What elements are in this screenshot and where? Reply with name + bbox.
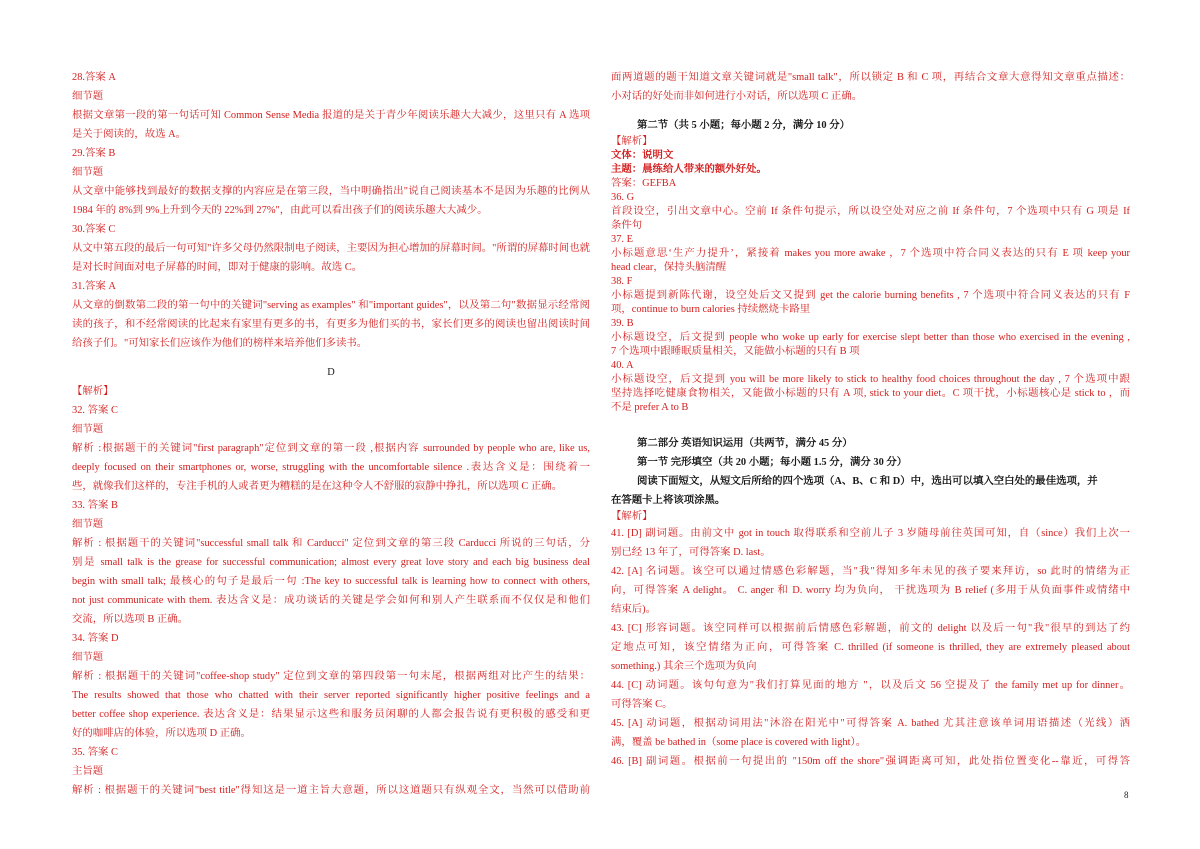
section-heading: 在答题卡上将该项涂黑。 bbox=[611, 495, 726, 506]
text-line: 不是 prefer A to B bbox=[611, 402, 689, 413]
text-line: 44. [C] 动词题。该句句意为"我们打算见面的地方 "，以及后文 56 空提及了 the family met up for dinner。 bbox=[611, 680, 1130, 691]
text-line: 是对长时间面对电子屏幕的时间，即对于健康的影响。故选 C。 bbox=[72, 262, 363, 273]
text-line: 别是 small talk is the grease for successful communication; almost every great love story and each big business deal bbox=[72, 557, 590, 568]
text-line: 39. B bbox=[611, 318, 634, 329]
text-line: 结束后)。 bbox=[611, 604, 657, 615]
text-line: 细节题 bbox=[72, 652, 104, 663]
text-line: 35. 答案 C bbox=[72, 747, 118, 758]
text-line: 细节题 bbox=[72, 424, 104, 435]
text-line: 【解析】 bbox=[72, 386, 114, 397]
text-line: 30.答案 C bbox=[72, 224, 116, 235]
text-line: 从文章中能够找到最好的数据支撑的内容应是在第三段，当中明确指出"说自己阅读基本不是因为乐趣的比例从 bbox=[72, 186, 590, 197]
text-line: 31.答案 A bbox=[72, 281, 116, 292]
text-line: 文体：说明文 bbox=[611, 150, 674, 161]
text-line: 小标题设空，后文提到 you will be more likely to stick to healthy food choices throughout the day , 7 个选项中跟 bbox=[611, 374, 1130, 385]
text-line: 读的孩子，和不经常阅读的比起来有家里有更多的书，有更多为他们买的书，家长们更多的阅读也留出阅读时间 bbox=[72, 319, 590, 330]
text-line: 主旨题 bbox=[72, 766, 104, 777]
text-line: 46. [B] 副词题。根据前一句提出的 "150m off the shore"强调距离可知，此处指位置变化--靠近，可得答 bbox=[611, 756, 1130, 767]
left-column bbox=[72, 68, 590, 800]
text-line: The results showed that those who chatted with their server reported significantly higher positive feelings and a bbox=[72, 690, 590, 701]
text-line: 41. [D] 副词题。由前文中 got in touch 取得联系和空前儿子 3 岁随母前往英国可知，自（since）我们上次一 bbox=[611, 528, 1130, 539]
text-line: 43. [C] 形容词题。该空同样可以根据前后情感色彩解题，前文的 delight 以及后一句"我"很早的到达了约 bbox=[611, 623, 1130, 634]
text-line: 可得答案 C。 bbox=[611, 699, 673, 710]
text-line: 【解析】 bbox=[611, 511, 653, 522]
text-line: 些，就像我们这样的，专注手机的人或者更为糟糕的是在这种令人不舒服的寂静中挣扎，所以选项 C 正确。 bbox=[72, 481, 563, 492]
text-line: begin with small talk; 最核心的句子是最后一句 :The key to successful talk is learning how to connect with others, bbox=[72, 576, 590, 587]
text-line: 小标题设空，后文提到 people who woke up early for exercise slept better than those who exercised in the evening , bbox=[611, 332, 1130, 343]
text-line: 解析 : 根据题干的关键词"best title"得知这是一道主旨大意题，所以这道题只有纵观全文，当然可以借助前 bbox=[72, 785, 590, 796]
text-line: 45. [A] 动词题，根据动词用法"沐浴在阳光中"可得答案 A. bathed 尤其注意该单词用语描述（光线）洒 bbox=[611, 718, 1130, 729]
page-number: 8 bbox=[1124, 790, 1129, 800]
text-line: 细节题 bbox=[72, 167, 104, 178]
text-line: 是关于阅读的，故选 A。 bbox=[72, 129, 187, 140]
text-line: 从文中第五段的最后一句可知"许多父母仍然限制电子阅读，主要因为担心增加的屏幕时间。"所谓的屏幕时间也就 bbox=[72, 243, 590, 254]
text-line: 向，可得答案 A delight。 C. anger 和 D. worry 均为负向， 干扰选项为 B relief (多用于从负面事件或情绪中 bbox=[611, 585, 1130, 596]
text-line: 答案：GEFBA bbox=[611, 178, 677, 189]
text-line: 满，覆盖 be bathed in（some place is covered with light）。 bbox=[611, 737, 867, 748]
text-line: 细节题 bbox=[72, 519, 104, 530]
text-line: better coffee shop experience. 表达含义是：结果显示这些和服务员闲聊的人都会报告说有更积极的感受和更 bbox=[72, 709, 590, 720]
text-line: 细节题 bbox=[72, 91, 104, 102]
section-heading: 第二部分 英语知识运用（共两节，满分 45 分） bbox=[637, 438, 853, 449]
text-line: something.) 其余三个选项为负向 bbox=[611, 661, 757, 672]
text-line: 32. 答案 C bbox=[72, 405, 118, 416]
text-line: 解析 : 根据题干的关键词"successful small talk 和 Carducci" 定位到文章的第三段 Carducci 所说的三句话，分 bbox=[72, 538, 590, 549]
text-line: 37. E bbox=[611, 234, 633, 245]
text-line: 项，continue to burn calories 持续燃烧卡路里 bbox=[611, 304, 811, 315]
text-line: 根据文章第一段的第一句话可知 Common Sense Media 报道的是关于青少年阅读乐趣大大减少，这里只有 A 选项 bbox=[72, 110, 590, 121]
text-line: deeply focused on their smartphones or, worse, struggling with the uncomfortable silence .表达含义是：围绕着一 bbox=[72, 462, 590, 473]
text-line: 从文章的倒数第二段的第一句中的关键词"serving as examples" 和"important guides"，以及第二句"数据显示经常阅 bbox=[72, 300, 590, 311]
text-line: 别已经 13 年了，可得答案 D. last。 bbox=[611, 547, 771, 558]
spacer bbox=[611, 106, 1130, 116]
text-line: 36. G bbox=[611, 192, 635, 203]
text-line: not just communicate with them. 表达含义是：成功谈话的关键是学会如何和别人产生联系而不仅仅是和他们 bbox=[72, 595, 590, 606]
text-line: 38. F bbox=[611, 276, 633, 287]
section-heading: 第二节（共 5 小题；每小题 2 分，满分 10 分） bbox=[637, 120, 851, 131]
spacer bbox=[611, 415, 1130, 434]
text-line: 小标题意思‘生产力提升’，紧接着 makes you more awake ，7 个选项中符合同义表达的只有 E 项 keep your bbox=[611, 248, 1130, 259]
section-heading: 第一节 完形填空（共 20 小题；每小题 1.5 分，满分 30 分） bbox=[637, 457, 908, 468]
text-line: 小标题提到新陈代谢，设空处后文又提到 get the calorie burning benefits , 7 个选项中符合同义表达的只有 F bbox=[611, 290, 1130, 301]
text-line: 条件句 bbox=[611, 220, 643, 231]
text-line: 解析 :根据题干的关键词"first paragraph"定位到文章的第一段 ,根据内容 surrounded by people who are, like us, bbox=[72, 443, 590, 454]
text-line: D bbox=[327, 367, 335, 378]
text-line: 面两道题的题干知道文章关键词就是"small talk"，所以锁定 B 和 C 项，再结合文章大意得知文章重点描述： bbox=[611, 72, 1130, 83]
section-heading: 阅读下面短文，从短文后所给的四个选项（A、B、C 和 D）中，选出可以填入空白处的最佳选项，并 bbox=[637, 476, 1098, 487]
text-line: 定地点可知，该空情绪为正向，可得答案 C. thrilled (if someone is thrilled, they are extremely pleased about bbox=[611, 642, 1130, 653]
text-line: 7 个选项中跟睡眠质量相关，又能做小标题的只有 B 项 bbox=[611, 346, 860, 357]
text-line: head clear，保持头脑清醒 bbox=[611, 262, 727, 273]
text-line: 33. 答案 B bbox=[72, 500, 118, 511]
text-line: 34. 答案 D bbox=[72, 633, 119, 644]
text-line: 【解析】 bbox=[611, 136, 653, 147]
text-line: 坚持选择吃健康食物相关，又能做小标题的只有 A 项, stick to your diet。C 项干扰，小标题核心是 stick to ，而 bbox=[611, 388, 1130, 399]
text-line: 主题：晨练给人带来的额外好处。 bbox=[611, 164, 767, 175]
text-line: 40. A bbox=[611, 360, 634, 371]
text-line: 29.答案 B bbox=[72, 148, 116, 159]
spacer bbox=[72, 353, 590, 363]
text-line: 42. [A] 名词题。该空可以通过情感色彩解题，当"我"得知多年未见的孩子要来拜访，so 此时的情绪为正 bbox=[611, 566, 1130, 577]
text-line: 解析 : 根据题干的关键词"coffee-shop study" 定位到文章的第四段第一句末尾，根据两组对比产生的结果： bbox=[72, 671, 590, 682]
text-line: 好的咖啡店的体验，所以选项 D 正确。 bbox=[72, 728, 251, 739]
right-column bbox=[611, 68, 1130, 771]
text-line: 1984 年的 8%到 9%上升到今天的 22%到 27%"，由此可以看出孩子们的阅读乐趣大大减少。 bbox=[72, 205, 488, 216]
text-line: 28.答案 A bbox=[72, 72, 116, 83]
text-line: 小对话的好处而非如何进行小对话，所以选项 C 正确。 bbox=[611, 91, 863, 102]
text-line: 给孩子们。"可知家长们应该作为他们的榜样来培养他们多读书。 bbox=[72, 338, 368, 349]
text-line: 交流，所以选项 B 正确。 bbox=[72, 614, 189, 625]
text-line: 首段设空，引出文章中心。空前 If 条件句提示，所以设空处对应之前 If 条件句，7 个选项中只有 G 项是 If bbox=[611, 206, 1130, 217]
